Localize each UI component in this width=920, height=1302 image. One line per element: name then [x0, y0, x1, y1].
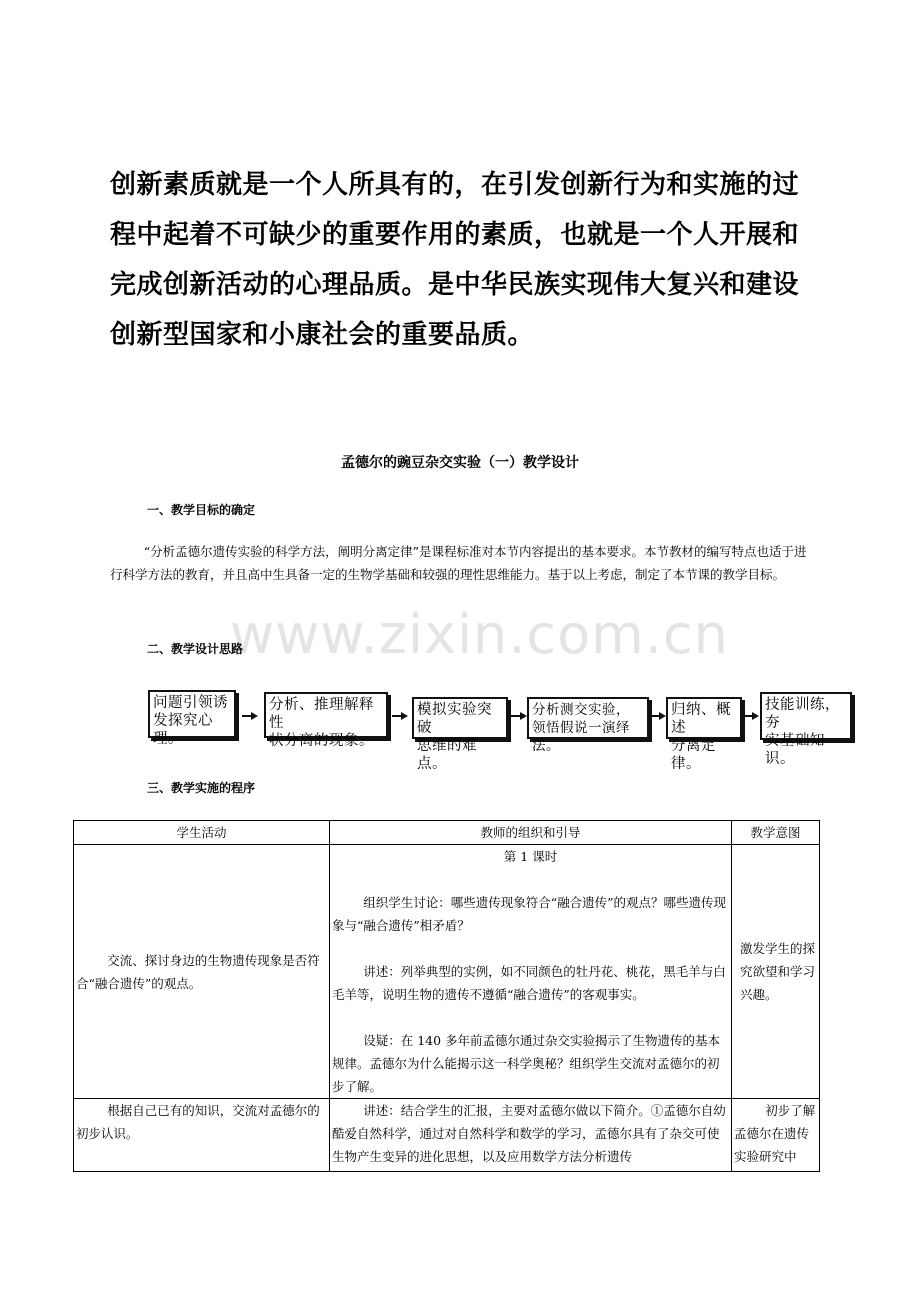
flow-step-6: [760, 692, 852, 767]
table-row: [74, 845, 820, 1099]
flow-arrow-icon: [392, 712, 408, 720]
intent-text: 激发学生的探究欲望和学习兴趣。: [740, 941, 816, 1002]
flow-step-3: [412, 697, 508, 772]
flow-step-4-line2: 领悟假说一演绎法。: [532, 720, 630, 754]
procedure-table: [73, 820, 820, 1172]
section-heading-goals: 一、教学目标的确定: [147, 503, 256, 517]
lesson-label: 第 1 课时: [503, 849, 558, 864]
table-header-row: [74, 821, 820, 845]
flow-arrow-icon: [511, 712, 527, 720]
section-heading-procedure: 三、教学实施的程序: [147, 781, 256, 795]
teacher-text: 组织学生讨论：哪些遗传现象符合“融合遗传”的观点？哪些遗传现象与“融合遗传”相矛盾？: [332, 895, 727, 933]
flow-step-6-line1: 技能训练，夯: [765, 697, 840, 731]
header-teaching-intent: 教学意图: [732, 821, 820, 845]
flow-step-2: [264, 692, 388, 749]
flow-step-6-line2: 实基础知识。: [765, 733, 825, 767]
student-activity-text: 交流、探讨身边的生物遗传现象是否符合“融合遗传”的观点。: [76, 952, 320, 991]
flow-arrow-icon: [242, 712, 258, 720]
section-heading-design: 二、教学设计思路: [147, 642, 244, 656]
header-student-activity: 学生活动: [74, 821, 330, 845]
cell-student-activity: [74, 1099, 330, 1172]
cell-teaching-intent: [732, 1099, 820, 1172]
flow-step-5-line1: 归纳、概述: [671, 702, 731, 736]
flow-step-3-line1: 模拟实验突破: [417, 702, 492, 736]
flow-arrow-icon: [743, 712, 759, 720]
intent-text: 初步了解孟德尔在遗传实验研究中: [734, 1103, 816, 1164]
flow-step-2-line2: 状分离的现象。: [269, 733, 374, 749]
section-goals-text: “分析孟德尔遗传实验的科学方法，阐明分离定律”是课程标准对本节内容提出的基本要求。本节教材的编写特点也适于进行科学方法的教育，并且高中生具备一定的生物学基础和较强的理性思维能力。基于以上考虑，制定了本节课的教学目标。: [110, 544, 807, 582]
intro-paragraph: 创新素质就是一个人所具有的，在引发创新行为和实施的过程中起着不可缺少的重要作用的素质，也就是一个人开展和完成创新活动的心理品质。是中华民族实现伟大复兴和建设创新型国家和小康社会的重要品质。: [110, 170, 800, 350]
flow-step-4-line1: 分析测交实验，: [532, 702, 630, 718]
document-title: 孟德尔的豌豆杂交实验（一）教学设计: [341, 455, 579, 471]
flow-step-1-line1: 问题引领诱: [153, 695, 228, 711]
flow-step-2-line1: 分析、推理解释性: [269, 697, 374, 731]
flow-step-1-line2: 发探究心理。: [153, 713, 213, 747]
teacher-text: 讲述：列举典型的实例，如不同颜色的牡丹花、桃花，黑毛羊与白毛羊等，说明生物的遗传不遵循“融合遗传”的客观事实。: [332, 964, 726, 1002]
table-row: [74, 1099, 820, 1172]
flow-step-5-line2: 分离定律。: [671, 738, 716, 772]
cell-teaching-intent: [732, 845, 820, 1099]
student-activity-text: 根据自己已有的知识，交流对孟德尔的初步认识。: [76, 1103, 320, 1141]
cell-student-activity: [74, 845, 330, 1099]
flow-step-1: [148, 690, 236, 747]
header-teacher-guidance: 教师的组织和引导: [330, 821, 732, 845]
flow-arrow-icon: [650, 712, 666, 720]
cell-teacher-guidance: [330, 1099, 732, 1172]
flow-step-4: [527, 697, 649, 754]
teacher-text: 讲述：结合学生的汇报，主要对孟德尔做以下简介。①孟德尔自幼酷爱自然科学，通过对自然科学和数学的学习，孟德尔具有了杂交可使生物产生变异的进化思想，以及应用数学方法分析遗传: [332, 1103, 726, 1164]
flow-step-5: [666, 697, 742, 772]
watermark: www.zixin.com.cn: [230, 603, 729, 666]
cell-teacher-guidance: [330, 845, 732, 1099]
teacher-text: 设疑：在 140 多年前孟德尔通过杂交实验揭示了生物遗传的基本规律。孟德尔为什么能揭示这一科学奥秘？组织学生交流对孟德尔的初步了解。: [332, 1033, 721, 1094]
flow-step-3-line2: 思维的难点。: [417, 738, 477, 772]
